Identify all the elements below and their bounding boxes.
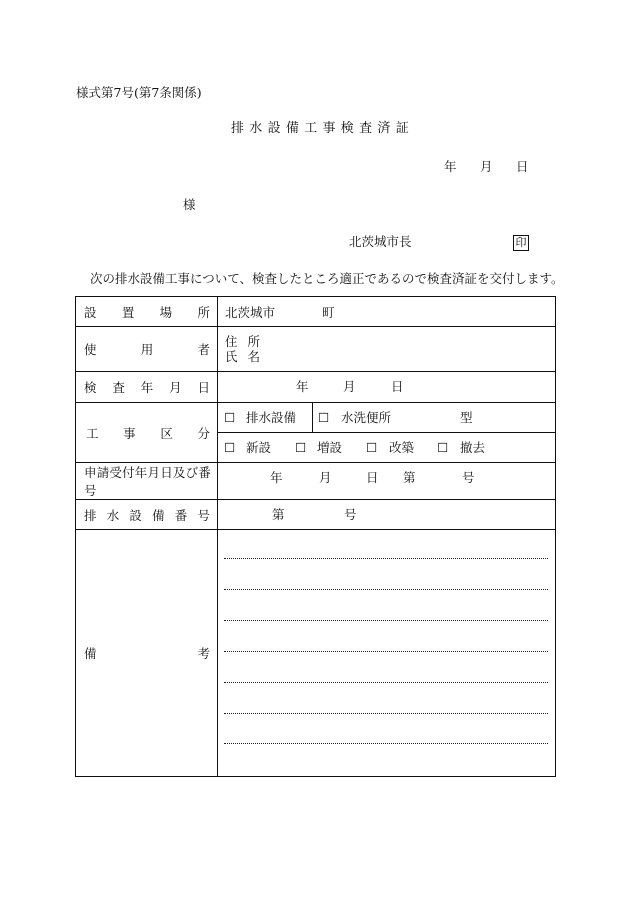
checkbox-drain[interactable]: ☐ <box>224 410 236 425</box>
label-char: 場 <box>159 304 173 320</box>
value-user[interactable] <box>218 327 556 372</box>
equipment-number-prefix: 第 <box>272 507 285 522</box>
label-inspection-date-text <box>76 378 217 396</box>
inspection-month: 月 <box>343 379 356 394</box>
label-char: 事 <box>123 425 136 441</box>
application-month: 月 <box>319 470 332 485</box>
remarks-line <box>224 589 548 590</box>
option-new-label: 新設 <box>246 440 272 455</box>
label-char: 工 <box>86 425 99 441</box>
label-application <box>76 463 218 500</box>
addressee-suffix: 様 <box>183 197 196 212</box>
label-equipment-number <box>76 500 218 530</box>
label-application-text: 申請受付年月日及び番号 <box>84 465 212 498</box>
seal-mark: 印 <box>513 235 529 251</box>
label-char: 所 <box>197 304 210 320</box>
label-char: 区 <box>160 425 173 441</box>
location-town-suffix: 町 <box>322 304 335 320</box>
user-name-label: 氏名 <box>225 349 271 364</box>
label-char: 分 <box>197 425 210 441</box>
intro-text: 次の排水設備工事について、検査したところ適正であるので検査済証を交付します。 <box>90 271 564 286</box>
row-equipment-number <box>76 500 556 530</box>
label-char: 者 <box>197 342 210 357</box>
label-char: 備 <box>84 646 97 661</box>
label-char: 排 <box>84 507 97 523</box>
label-char: 番 <box>174 507 188 523</box>
label-char: 検 <box>84 380 97 395</box>
option-remove-label: 撤去 <box>460 440 486 455</box>
remarks-line <box>224 713 548 714</box>
label-inspection-date <box>76 372 218 403</box>
work-type-divider <box>312 403 313 432</box>
label-char: 号 <box>197 507 210 523</box>
inspection-day: 日 <box>391 379 404 394</box>
row-remarks <box>76 530 556 777</box>
label-char: 月 <box>169 380 182 395</box>
option-toilet-label: 水洗便所 <box>341 410 392 425</box>
location-city: 北茨城市 <box>225 304 276 320</box>
label-char: 水 <box>106 507 120 523</box>
value-location[interactable] <box>218 297 556 327</box>
row-inspection-date <box>76 372 556 403</box>
label-char: 設 <box>84 304 97 320</box>
remarks-lines <box>218 530 555 776</box>
application-number-suffix: 号 <box>462 470 475 485</box>
remarks-line <box>224 558 548 559</box>
label-work-type <box>76 403 218 463</box>
label-remarks-text <box>76 644 217 662</box>
label-location-text <box>76 303 217 321</box>
value-remarks[interactable] <box>218 530 556 777</box>
inspection-year: 年 <box>296 379 309 394</box>
checkbox-toilet[interactable]: ☐ <box>318 410 330 425</box>
application-number-prefix: 第 <box>403 470 416 485</box>
label-char: 日 <box>197 380 210 395</box>
application-year: 年 <box>270 470 283 485</box>
checkbox-rebuild[interactable]: ☐ <box>366 440 378 455</box>
inspection-form-table <box>75 296 556 777</box>
application-day: 日 <box>366 470 379 485</box>
toilet-type-suffix: 型 <box>460 410 473 425</box>
checkbox-new[interactable]: ☐ <box>224 440 236 455</box>
row-location <box>76 297 556 327</box>
user-address-label: 住所 <box>225 334 271 349</box>
value-work-kind <box>218 433 556 463</box>
label-char: 年 <box>140 380 154 395</box>
label-remarks <box>76 530 218 777</box>
option-expand-label: 増設 <box>317 440 343 455</box>
value-application[interactable] <box>218 463 556 500</box>
label-char: 備 <box>152 507 165 523</box>
label-user-text <box>76 340 217 358</box>
form-label: 様式第7号(第7条関係) <box>76 85 202 100</box>
row-application <box>76 463 556 500</box>
label-char: 考 <box>197 646 210 661</box>
remarks-line <box>224 651 548 652</box>
label-char: 使 <box>84 342 97 357</box>
label-char: 用 <box>140 342 154 357</box>
equipment-number-suffix: 号 <box>344 507 357 522</box>
date-year: 年 <box>444 159 457 174</box>
row-user <box>76 327 556 372</box>
date-month: 月 <box>480 159 493 174</box>
remarks-line <box>224 682 548 683</box>
label-equipment-number-text <box>76 506 217 524</box>
option-rebuild-label: 改築 <box>389 440 415 455</box>
label-char: 設 <box>129 507 142 523</box>
checkbox-expand[interactable]: ☐ <box>295 440 307 455</box>
value-inspection-date[interactable] <box>218 372 556 403</box>
value-equipment-number[interactable] <box>218 500 556 530</box>
checkbox-remove[interactable]: ☐ <box>437 440 449 455</box>
label-char: 査 <box>112 380 125 395</box>
value-work-category <box>218 403 556 433</box>
label-user <box>76 327 218 372</box>
row-work-type-1 <box>76 403 556 433</box>
label-location <box>76 297 218 327</box>
remarks-line <box>224 620 548 621</box>
document-title: 排水設備工事検査済証 <box>231 121 415 136</box>
date-day: 日 <box>516 159 529 174</box>
issuer-name: 北茨城市長 <box>349 234 412 249</box>
label-char: 置 <box>121 304 135 320</box>
remarks-line <box>224 743 548 744</box>
label-work-type-text <box>76 424 217 442</box>
option-drain-label: 排水設備 <box>246 410 297 425</box>
